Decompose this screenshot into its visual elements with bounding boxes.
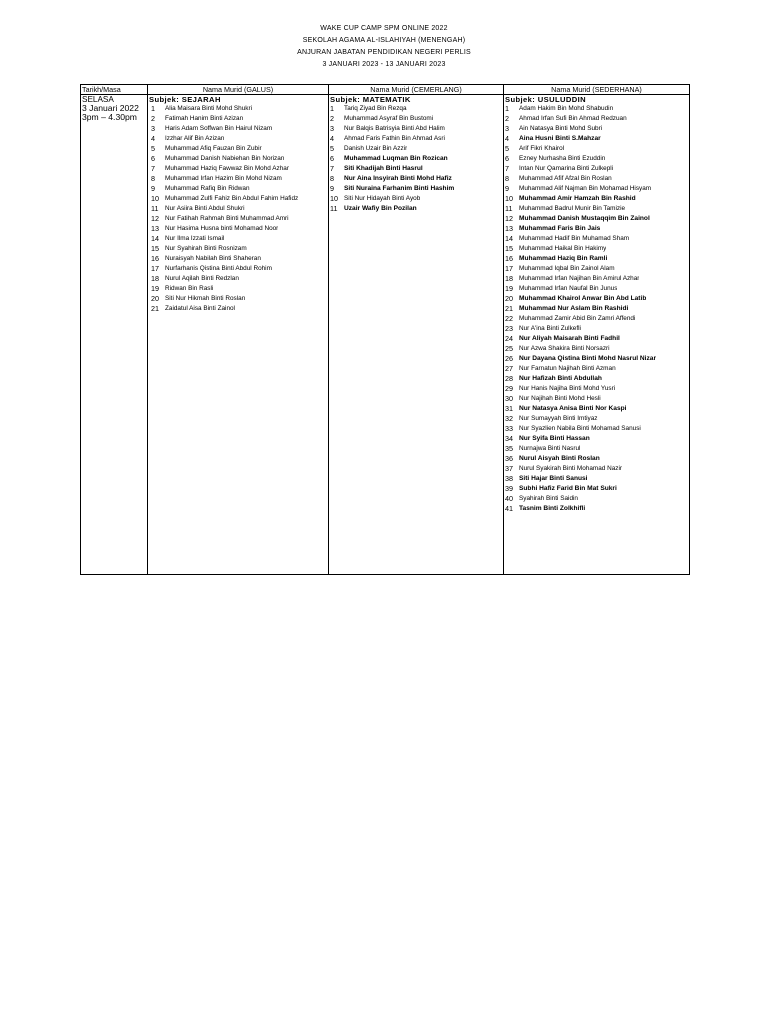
student-number: 34 <box>505 434 513 443</box>
student-number: 11 <box>505 204 513 213</box>
header-organizer: ANJURAN JABATAN PENDIDIKAN NEGERI PERLIS <box>297 49 471 56</box>
student-number: 19 <box>151 284 159 293</box>
student-name: Nur Syahirah Binti Rosnizam <box>165 245 247 252</box>
student-list-item <box>330 144 502 154</box>
student-list-item <box>505 294 688 304</box>
student-number: 23 <box>505 324 513 333</box>
student-number: 36 <box>505 454 513 463</box>
student-number: 33 <box>505 424 513 433</box>
student-name: Arif Fikri Khairol <box>519 145 565 152</box>
student-name: Nur Aliyah Maisarah Binti Fadhil <box>519 335 620 342</box>
student-name: Izzhar Alif Bin Azizan <box>165 135 225 142</box>
student-number: 15 <box>151 244 159 253</box>
student-list-item <box>505 304 688 314</box>
student-number: 27 <box>505 364 513 373</box>
student-list-item <box>505 414 688 424</box>
student-list-item <box>505 274 688 284</box>
student-list-item <box>505 234 688 244</box>
student-name: Tasnim Binti Zolkhifli <box>519 505 586 512</box>
student-list-item <box>149 104 327 114</box>
student-number: 10 <box>151 194 159 203</box>
student-name: Nur Aina Insyirah Binti Mohd Hafiz <box>344 175 452 182</box>
subject-label: Subjek: USULUDDIN <box>505 95 587 104</box>
student-list-item <box>505 104 688 114</box>
student-number: 3 <box>151 124 155 133</box>
student-name: Muhammad Iqbal Bin Zainol Alam <box>519 265 615 272</box>
student-name: Danish Uzair Bin Azzir <box>344 145 408 152</box>
student-list-item <box>149 304 327 314</box>
student-list-item <box>505 114 688 124</box>
student-list-item <box>149 174 327 184</box>
student-name: Nurnajwa Binti Nasrul <box>519 445 581 452</box>
student-name: Nur Azwa Shakira Binti Norsazri <box>519 345 610 352</box>
session-day: SELASA <box>82 95 114 104</box>
student-name: Nur Ilma Izzati Ismail <box>165 235 225 242</box>
student-number: 8 <box>330 174 334 183</box>
header-date-range: 3 JANUARI 2023 - 13 JANUARI 2023 <box>322 61 446 68</box>
student-name: Muhammad Luqman Bin Rozican <box>344 155 448 162</box>
student-list-item <box>505 344 688 354</box>
student-list <box>330 104 502 214</box>
student-number: 6 <box>151 154 155 163</box>
student-number: 3 <box>505 124 509 133</box>
schedule-table <box>80 84 690 575</box>
student-name: Ain Natasya Binti Mohd Subri <box>519 125 603 132</box>
student-list-item <box>505 254 688 264</box>
student-name: Nur Fatihah Rahmah Binti Muhammad Amri <box>165 215 289 222</box>
student-list-item <box>330 204 502 214</box>
session-date: 3 Januari 2022 <box>82 103 139 114</box>
student-list-item <box>149 254 327 264</box>
student-name: Nur Sumayyah Binti Imtiyaz <box>519 415 598 422</box>
student-list-item <box>149 274 327 284</box>
student-name: Siti Hajar Binti Sanusi <box>519 475 588 482</box>
student-list-item <box>330 104 502 114</box>
header-school-name: SEKOLAH AGAMA AL-ISLAHIYAH (MENENGAH) <box>302 37 466 44</box>
student-name: Nur Syazlien Nabila Binti Mohamad Sanusi <box>519 425 641 432</box>
student-name: Syahirah Binti Saidin <box>519 495 578 502</box>
student-list-item <box>149 124 327 134</box>
student-list-item <box>149 234 327 244</box>
student-number: 10 <box>505 194 513 203</box>
student-number: 28 <box>505 374 513 383</box>
student-name: Siti Nuraina Farhanim Binti Hashim <box>344 185 455 192</box>
student-number: 17 <box>151 264 159 273</box>
student-number: 31 <box>505 404 513 413</box>
student-list-item <box>149 204 327 214</box>
student-name: Nur Hafizah Binti Abdullah <box>519 375 602 382</box>
student-name: Muhammad Rafiq Bin Ridwan <box>165 185 250 192</box>
student-list-item <box>330 124 502 134</box>
student-name: Muhammad Alif Najman Bin Mohamad Hisyam <box>519 185 652 192</box>
student-number: 9 <box>151 184 155 193</box>
student-name: Muhammad Haziq Bin Ramli <box>519 255 608 262</box>
student-name: Siti Khadijah Binti Hasrul <box>344 165 423 172</box>
student-name: Muhammad Irfan Najihan Bin Amirul Azhar <box>519 275 640 282</box>
group-cemerlang-cell <box>329 95 504 515</box>
student-number: 7 <box>330 164 334 173</box>
student-number: 3 <box>330 124 334 133</box>
session-time: 3pm – 4.30pm <box>82 112 137 123</box>
student-name: Muhammad Badrul Munir Bin Tamizie <box>519 205 626 212</box>
empty-row <box>81 514 690 575</box>
student-number: 24 <box>505 334 513 343</box>
student-name: Muhammad Danish Nabiehan Bin Norizan <box>165 155 285 162</box>
student-number: 25 <box>505 344 513 353</box>
student-list-item <box>505 354 688 364</box>
student-number: 18 <box>151 274 159 283</box>
student-number: 1 <box>505 104 509 113</box>
student-list <box>149 104 327 314</box>
student-name: Ahmad Irfan Sufi Bin Ahmad Redzuan <box>519 115 627 122</box>
student-name: Nurfarhanis Qistina Binti Abdul Rohim <box>165 265 272 272</box>
student-number: 1 <box>330 104 334 113</box>
student-list-item <box>149 144 327 154</box>
student-name: Zaidatul Aisa Binti Zainol <box>165 305 235 312</box>
column-header-galus: Nama Murid (GALUS) <box>148 85 329 95</box>
student-name: Nur Syifa Binti Hassan <box>519 435 590 442</box>
student-list-item <box>505 204 688 214</box>
table-header-row <box>81 85 690 95</box>
student-name: Muhammad Hadif Bin Muhamad Sham <box>519 235 630 242</box>
student-number: 4 <box>151 134 155 143</box>
student-number: 14 <box>151 234 159 243</box>
student-number: 1 <box>151 104 155 113</box>
student-list-item <box>149 164 327 174</box>
student-number: 40 <box>505 494 513 503</box>
student-name: Nur Asiira Binti Abdul Shukri <box>165 205 245 212</box>
student-name: Muhammad Danish Mustaqqim Bin Zainol <box>519 215 650 222</box>
student-number: 16 <box>505 254 513 263</box>
student-number: 12 <box>151 214 159 223</box>
student-list-item <box>505 124 688 134</box>
student-name: Muhammad Afiq Fauzan Bin Zubir <box>165 145 262 152</box>
student-name: Nur Dayana Qistina Binti Mohd Nasrul Nizar <box>519 355 657 362</box>
student-list-item <box>149 264 327 274</box>
student-name: Nur Balqis Batrisyia Binti Abd Halim <box>344 125 445 132</box>
student-list-item <box>330 174 502 184</box>
student-number: 41 <box>505 504 513 513</box>
group-galus-cell <box>148 95 329 515</box>
student-number: 37 <box>505 464 513 473</box>
student-number: 20 <box>505 294 513 303</box>
student-number: 38 <box>505 474 513 483</box>
student-list-item <box>505 154 688 164</box>
student-list <box>505 104 688 514</box>
student-list-item <box>505 134 688 144</box>
student-number: 2 <box>151 114 155 123</box>
student-list-item <box>505 144 688 154</box>
student-number: 8 <box>151 174 155 183</box>
student-list-item <box>149 284 327 294</box>
student-list-item <box>505 374 688 384</box>
student-list-item <box>505 194 688 204</box>
student-list-item <box>505 494 688 504</box>
student-list-item <box>505 324 688 334</box>
student-number: 4 <box>505 134 509 143</box>
student-number: 6 <box>330 154 334 163</box>
student-name: Uzair Wafiy Bin Pozilan <box>344 205 417 212</box>
empty-cell <box>329 514 504 575</box>
student-name: Muhammad Haziq Fawwaz Bin Mohd Azhar <box>165 165 289 172</box>
student-name: Nur Hasima Husna binti Mohamad Noor <box>165 225 279 232</box>
group-sederhana-cell <box>504 95 690 515</box>
column-header-cemerlang: Nama Murid (CEMERLANG) <box>329 85 504 95</box>
student-list-item <box>505 464 688 474</box>
student-number: 13 <box>505 224 513 233</box>
student-name: Muhammad Afif Afzal Bin Roslan <box>519 175 612 182</box>
student-name: Muhammad Irfan Naufal Bin Junus <box>519 285 618 292</box>
student-number: 15 <box>505 244 513 253</box>
student-list-item <box>330 184 502 194</box>
student-name: Nurul Aisyah Binti Roslan <box>519 455 600 462</box>
subject-label: Subjek: MATEMATIK <box>330 95 411 104</box>
student-number: 14 <box>505 234 513 243</box>
student-list-item <box>505 444 688 454</box>
empty-cell <box>504 514 690 575</box>
student-number: 8 <box>505 174 509 183</box>
student-list-item <box>505 404 688 414</box>
student-name: Subhi Hafiz Farid Bin Mat Sukri <box>519 485 617 492</box>
student-name: Tariq Ziyad Bin Rezqa <box>344 105 407 112</box>
student-list-item <box>330 134 502 144</box>
student-list-item <box>505 504 688 514</box>
student-name: Nurul Syakirah Binti Mohamad Nazir <box>519 465 622 472</box>
student-number: 5 <box>151 144 155 153</box>
student-number: 21 <box>505 304 513 313</box>
student-name: Muhammad Faris Bin Jais <box>519 225 601 232</box>
student-list-item <box>505 334 688 344</box>
student-list-item <box>505 454 688 464</box>
student-number: 39 <box>505 484 513 493</box>
student-number: 35 <box>505 444 513 453</box>
student-name: Haris Adam Soffwan Bin Hairul Nizam <box>165 125 273 132</box>
student-number: 9 <box>330 184 334 193</box>
student-number: 5 <box>505 144 509 153</box>
student-list-item <box>505 244 688 254</box>
student-name: Siti Nur Hikmah Binti Roslan <box>165 295 246 302</box>
subject-label: Subjek: SEJARAH <box>149 95 221 104</box>
student-name: Ezney Nurhasha Binti Ezuddin <box>519 155 606 162</box>
student-number: 6 <box>505 154 509 163</box>
student-list-item <box>330 154 502 164</box>
student-number: 5 <box>330 144 334 153</box>
student-name: Muhammad Asyraf Bin Bustomi <box>344 115 434 122</box>
student-number: 29 <box>505 384 513 393</box>
student-list-item <box>149 114 327 124</box>
student-number: 11 <box>151 204 159 213</box>
student-name: Muhammad Zulfi Fahiz Bin Abdul Fahim Hafidz <box>165 195 299 202</box>
student-list-item <box>505 224 688 234</box>
student-number: 7 <box>505 164 509 173</box>
student-list-item <box>330 164 502 174</box>
student-name: Adam Hakim Bin Mohd Shabudin <box>519 105 614 112</box>
student-number: 9 <box>505 184 509 193</box>
student-list-item <box>505 484 688 494</box>
student-number: 30 <box>505 394 513 403</box>
student-list-item <box>505 214 688 224</box>
student-name: Nur A'ina Binti Zulkefli <box>519 325 581 332</box>
header-camp-title: WAKE CUP CAMP SPM ONLINE 2022 <box>320 25 448 32</box>
student-number: 20 <box>151 294 159 303</box>
student-number: 17 <box>505 264 513 273</box>
student-list-item <box>505 474 688 484</box>
student-number: 19 <box>505 284 513 293</box>
student-number: 10 <box>330 194 338 203</box>
student-list-item <box>505 184 688 194</box>
student-list-item <box>149 184 327 194</box>
student-number: 18 <box>505 274 513 283</box>
student-list-item <box>505 424 688 434</box>
student-number: 13 <box>151 224 159 233</box>
student-name: Aina Husni Binti S.Mahzar <box>519 135 601 142</box>
session-cell <box>81 95 148 515</box>
student-number: 16 <box>151 254 159 263</box>
student-name: Siti Nur Hidayah Binti Ayob <box>344 195 421 202</box>
student-number: 32 <box>505 414 513 423</box>
student-number: 21 <box>151 304 159 313</box>
student-list-item <box>149 214 327 224</box>
student-list-item <box>149 224 327 234</box>
column-header-date-time: Tarikh/Masa <box>81 85 148 95</box>
student-list-item <box>505 174 688 184</box>
student-list-item <box>149 294 327 304</box>
student-list-item <box>505 434 688 444</box>
student-list-item <box>505 264 688 274</box>
student-list-item <box>505 364 688 374</box>
student-name: Ridwan Bin Rasli <box>165 285 214 292</box>
student-name: Muhammad Irfan Hazim Bin Mohd Nizam <box>165 175 282 182</box>
student-number: 7 <box>151 164 155 173</box>
student-number: 11 <box>330 204 338 213</box>
student-list-item <box>149 194 327 204</box>
student-list-item <box>149 134 327 144</box>
student-list-item <box>149 154 327 164</box>
student-number: 26 <box>505 354 513 363</box>
student-list-item <box>505 314 688 324</box>
student-name: Intan Nur Qamarina Binti Zulkepli <box>519 165 614 172</box>
student-name: Fatimah Hanim Binti Azizan <box>165 115 244 122</box>
student-name: Muhammad Amir Hamzah Bin Rashid <box>519 195 636 202</box>
student-name: Nurul Aqilah Binti Redzlan <box>165 275 239 282</box>
session-row <box>81 95 690 515</box>
student-number: 12 <box>505 214 513 223</box>
student-list-item <box>505 164 688 174</box>
student-list-item <box>330 114 502 124</box>
student-name: Nur Farnatun Najihah Binti Azman <box>519 365 616 372</box>
empty-cell <box>81 514 148 575</box>
student-list-item <box>505 394 688 404</box>
column-header-sederhana: Nama Murid (SEDERHANA) <box>504 85 690 95</box>
student-name: Ahmad Faris Fathin Bin Ahmad Asri <box>344 135 445 142</box>
student-list-item <box>149 244 327 254</box>
student-list-item <box>330 194 502 204</box>
student-name: Muhammad Nur Aslam Bin Rashidi <box>519 305 629 312</box>
student-number: 4 <box>330 134 334 143</box>
student-name: Muhammad Haikal Bin Hakimy <box>519 245 607 252</box>
student-number: 2 <box>330 114 334 123</box>
student-number: 22 <box>505 314 513 323</box>
student-name: Nur Hanis Najiha Binti Mohd Yusri <box>519 385 616 392</box>
student-name: Muhammad Khairol Anwar Bin Abd Latib <box>519 295 647 302</box>
empty-cell <box>148 514 329 575</box>
student-name: Nuraisyah Nabilah Binti Shaheran <box>165 255 261 262</box>
student-name: Nur Najihah Binti Mohd Hesli <box>519 395 601 402</box>
student-list-item <box>505 384 688 394</box>
student-name: Nur Natasya Anisa Binti Nor Kaspi <box>519 405 627 412</box>
student-name: Muhammad Zamir Abid Bin Zamri Affendi <box>519 315 636 322</box>
student-number: 2 <box>505 114 509 123</box>
student-name: Alia Maisara Binti Mohd Shukri <box>165 105 253 112</box>
student-list-item <box>505 284 688 294</box>
